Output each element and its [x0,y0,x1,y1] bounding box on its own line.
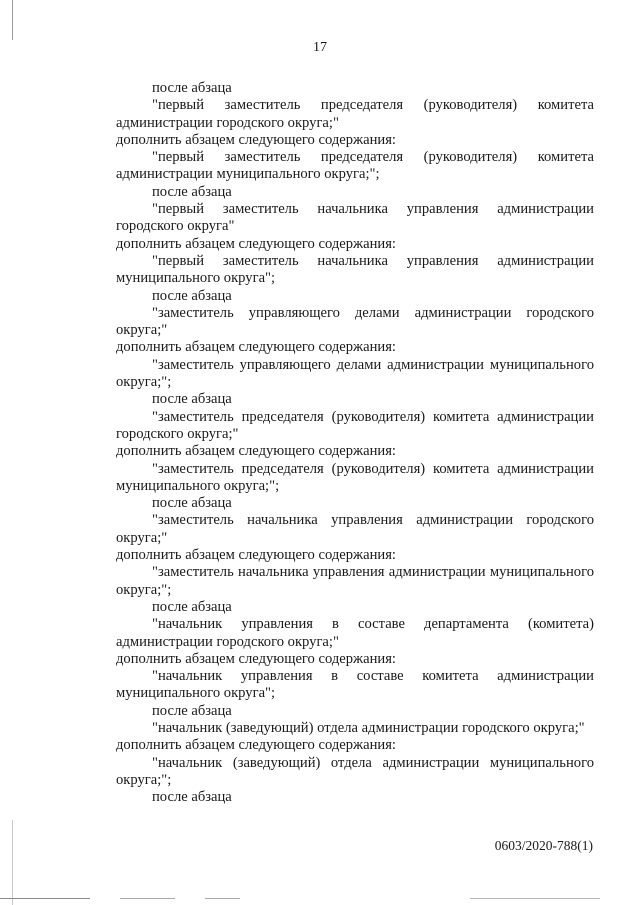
paragraph: дополнить абзацем следующего содержания: [116,443,396,460]
paragraph: "заместитель управляющего делами администрации муниципального округа;"; [116,356,594,391]
scan-edge-left [12,0,13,905]
paragraph: после абзаца [152,183,232,200]
paragraph: "заместитель управляющего делами администрации городского округа;" [116,304,594,339]
paragraph: дополнить абзацем следующего содержания: [116,131,396,148]
paragraph: "начальник управления в составе департамента (комитета) администрации городского округа;" [116,616,594,650]
paragraph: "заместитель председателя (руководителя) комитета администрации муниципального округа;"; [116,460,594,494]
paragraph: "первый заместитель начальника управления администрации муниципального округа"; [116,252,594,287]
paragraph: "заместитель начальника управления администрации городского округа;" [116,512,594,546]
paragraph: после абзаца [152,789,232,806]
paragraph: дополнить абзацем следующего содержания: [116,650,396,667]
paragraph: после абзаца [152,598,232,615]
paragraph: "начальник (заведующий) отдела администрации городского округа;" [152,719,585,736]
document-code: 0603/2020-788(1) [494,838,593,853]
paragraph: после абзаца [152,80,232,96]
paragraph: после абзаца [152,702,232,719]
paragraph: после абзаца [152,495,232,512]
paragraph: дополнить абзацем следующего содержания: [116,339,396,356]
paragraph: дополнить абзацем следующего содержания: [116,235,396,252]
paragraph: дополнить абзацем следующего содержания: [116,547,396,564]
paragraph: "заместитель начальника управления администрации муниципального округа;"; [116,564,594,598]
paragraph: после абзаца [152,287,232,304]
paragraph: дополнить абзацем следующего содержания: [116,737,396,754]
paragraph: "первый заместитель председателя (руководителя) комитета администрации муниципального округа;"; [116,149,594,183]
scan-edge-bottom [0,898,640,899]
paragraph: "первый заместитель начальника управления администрации городского округа" [116,201,594,235]
paragraph: "первый заместитель председателя (руководителя) комитета администрации городского округа;" [116,97,594,131]
paragraph: "заместитель председателя (руководителя) комитета администрации городского округа;" [116,408,594,442]
paragraph: после абзаца [152,391,232,408]
paragraph: "начальник (заведующий) отдела администрации муниципального округа;"; [116,754,594,788]
page-number: 17 [313,40,327,55]
document-body [116,80,594,806]
paragraph: "начальник управления в составе комитета администрации муниципального округа"; [116,668,594,702]
